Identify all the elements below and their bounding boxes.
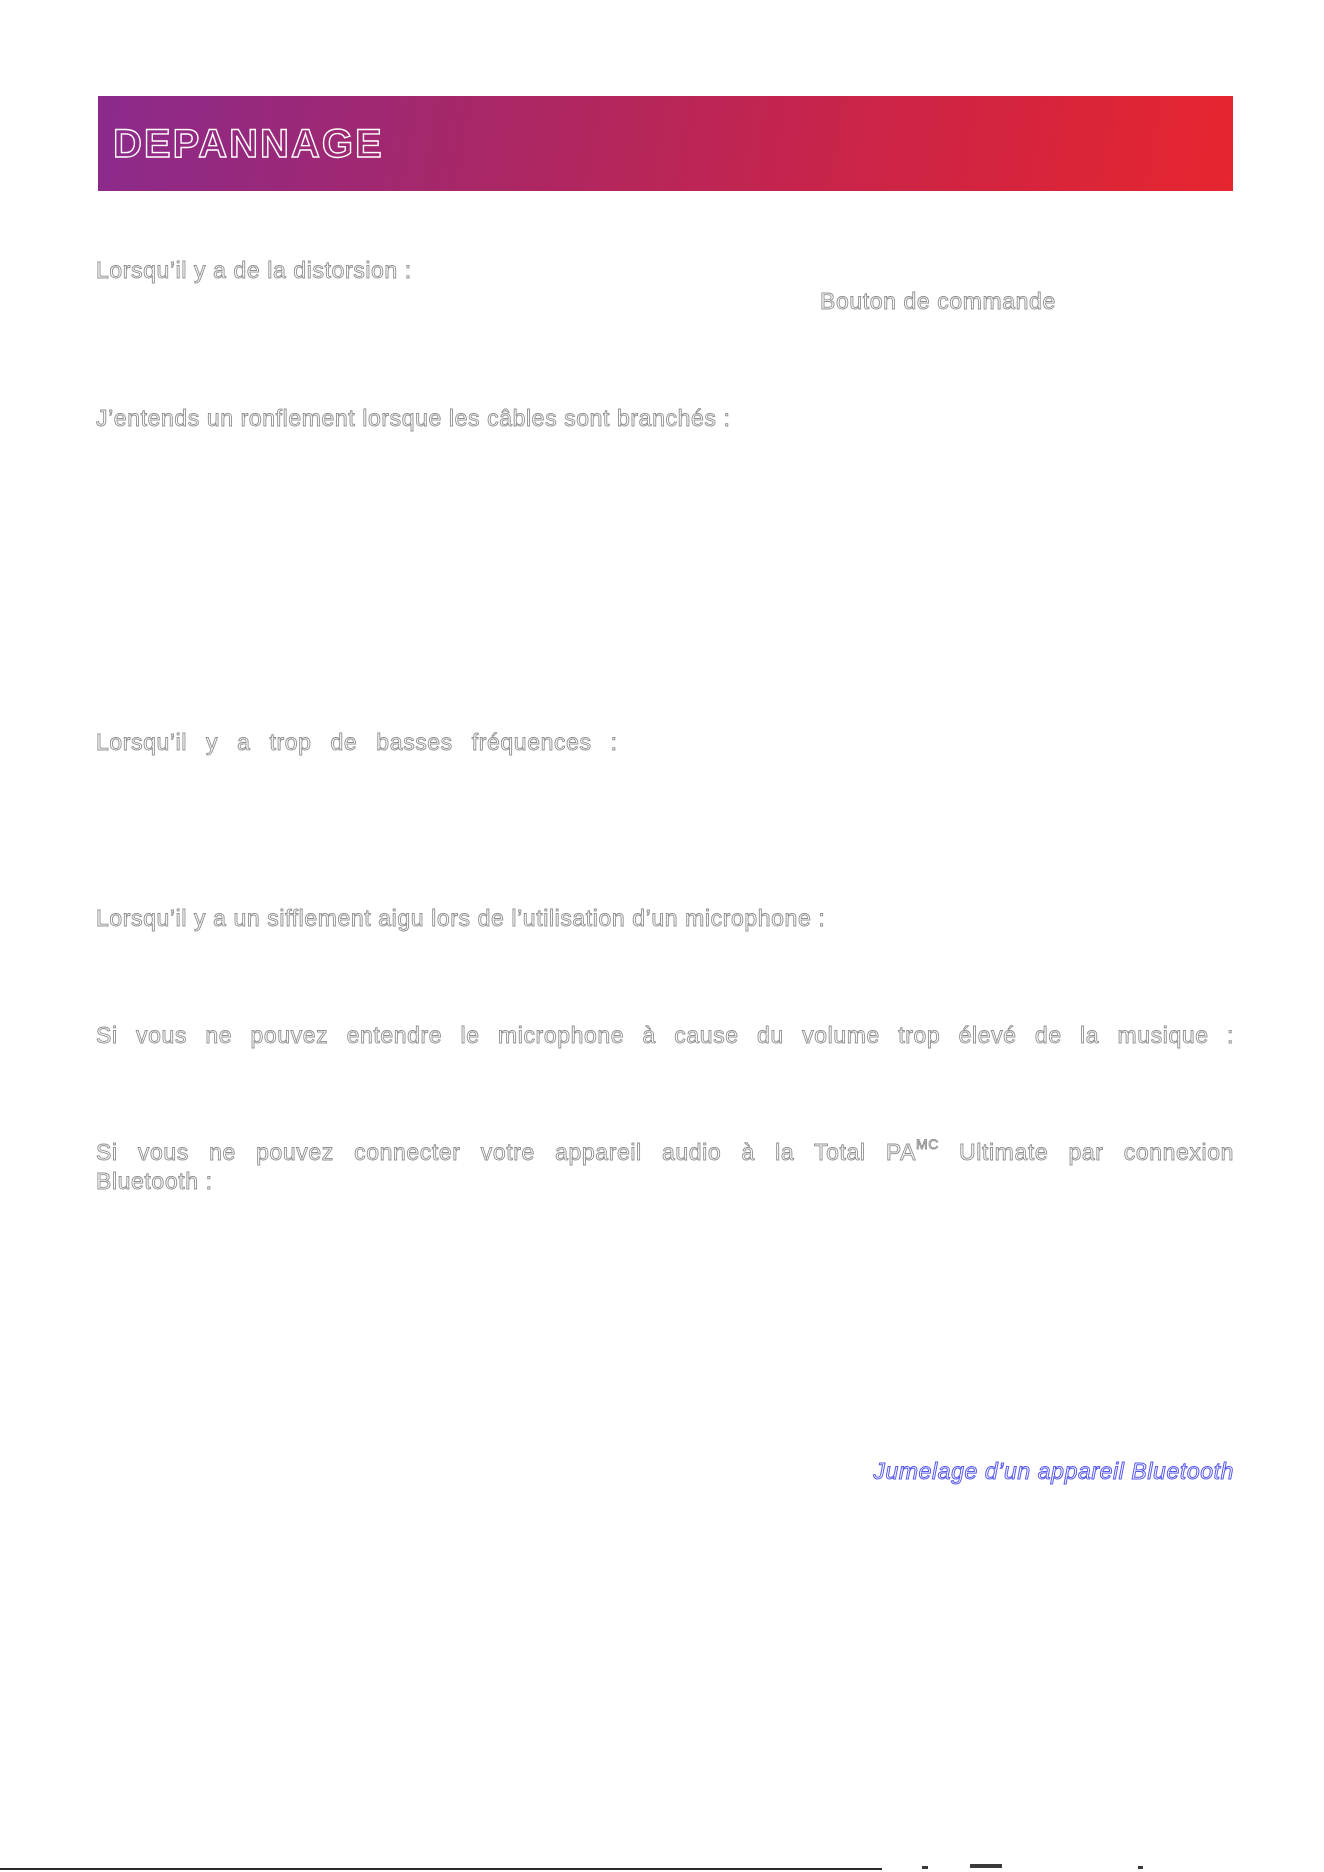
page-bottom-rule [0, 1868, 882, 1870]
hum-heading: J’entends un ronflement lorsque les câbles sont branchés : [96, 405, 731, 431]
bluetooth-heading-line2: Bluetooth : [96, 1168, 213, 1194]
trademark-superscript: MC [916, 1136, 939, 1153]
section-header-bar [98, 96, 1233, 191]
footer-mark [970, 1864, 1002, 1868]
bluetooth-heading-text-end: Ultimate par connexion [938, 1139, 1234, 1165]
footer-mark [1138, 1866, 1143, 1869]
bluetooth-heading-line1 [96, 1138, 1234, 1167]
mic-volume-heading: Si vous ne pouvez entendre le microphone à cause du volume trop élevé de la musique : [96, 1022, 1234, 1048]
bluetooth-pairing-link[interactable]: Jumelage d’un appareil Bluetooth [873, 1458, 1234, 1484]
footer-mark [922, 1866, 928, 1869]
distortion-heading: Lorsqu’il y a de la distorsion : [96, 257, 412, 283]
section-title: DEPANNAGE [113, 121, 384, 166]
bass-heading: Lorsqu’il y a trop de basses fréquences : [96, 729, 618, 755]
feedback-heading: Lorsqu’il y a un sifflement aigu lors de l’utilisation d’un microphone : [96, 905, 826, 931]
control-knob-reference: Bouton de commande [820, 288, 1056, 314]
bluetooth-heading-text-start: Si vous ne pouvez connecter votre appareil audio à la Total PA [96, 1139, 917, 1165]
